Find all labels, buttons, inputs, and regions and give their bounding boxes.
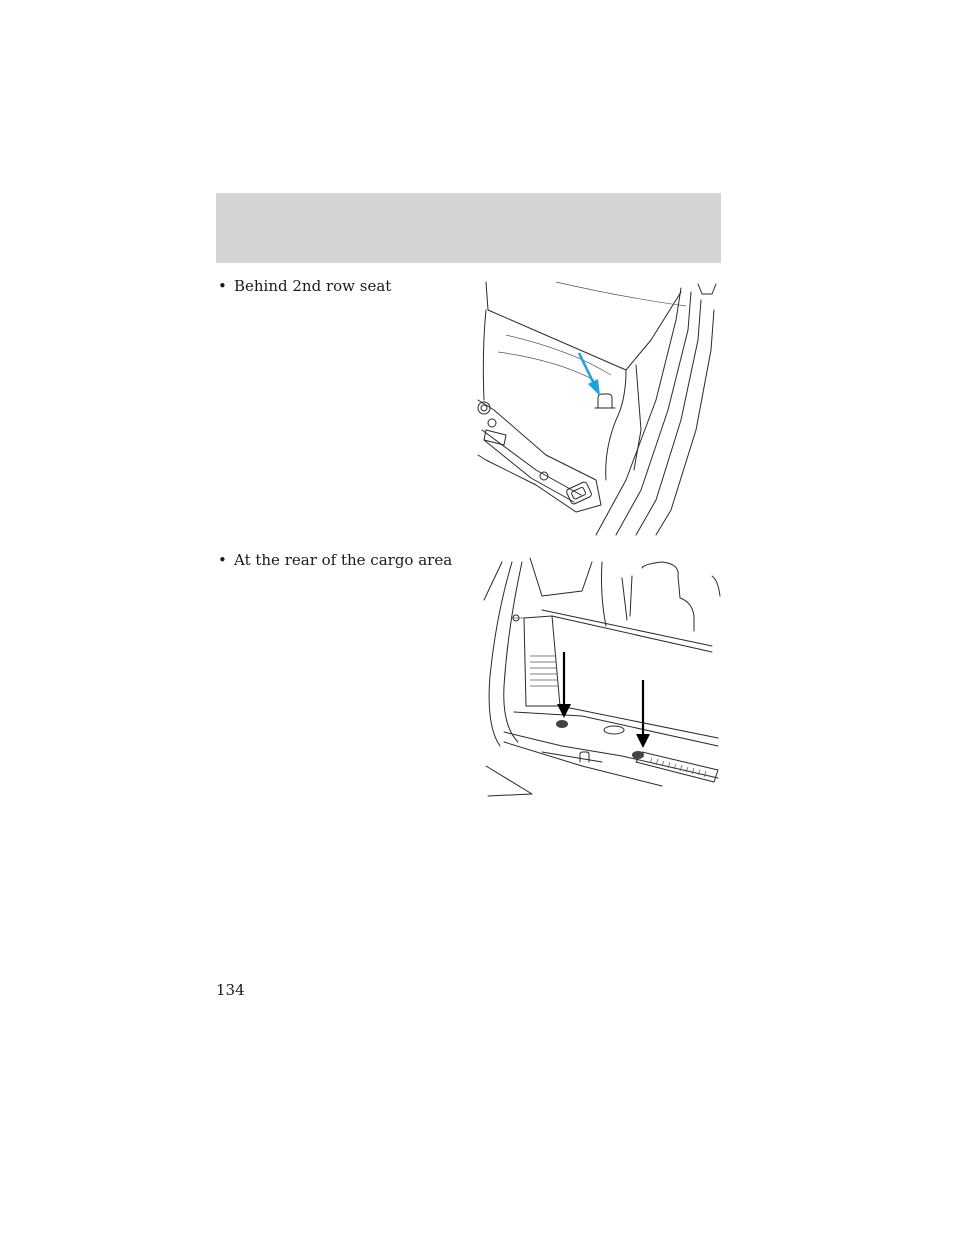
arrow-down-right-icon (636, 734, 650, 748)
bullet-item-behind-seat (218, 277, 391, 295)
illustration-rear-cargo-area (482, 556, 721, 798)
page-number: 134 (216, 981, 245, 999)
arrow-down-left-icon (557, 704, 571, 718)
bullet-glyph: • (218, 277, 227, 295)
anchor-right-icon (632, 751, 644, 759)
bullet-glyph: • (218, 551, 227, 569)
bullet-text: Behind 2nd row seat (234, 277, 392, 295)
pointer-arrow (579, 353, 594, 384)
section-header-band (216, 193, 721, 263)
illustration-behind-2nd-row-seat (476, 280, 721, 537)
arrow-head-icon (588, 379, 600, 396)
bullet-item-cargo-area (218, 551, 452, 569)
anchor-left-icon (556, 720, 568, 728)
bullet-text: At the rear of the cargo area (234, 551, 453, 569)
